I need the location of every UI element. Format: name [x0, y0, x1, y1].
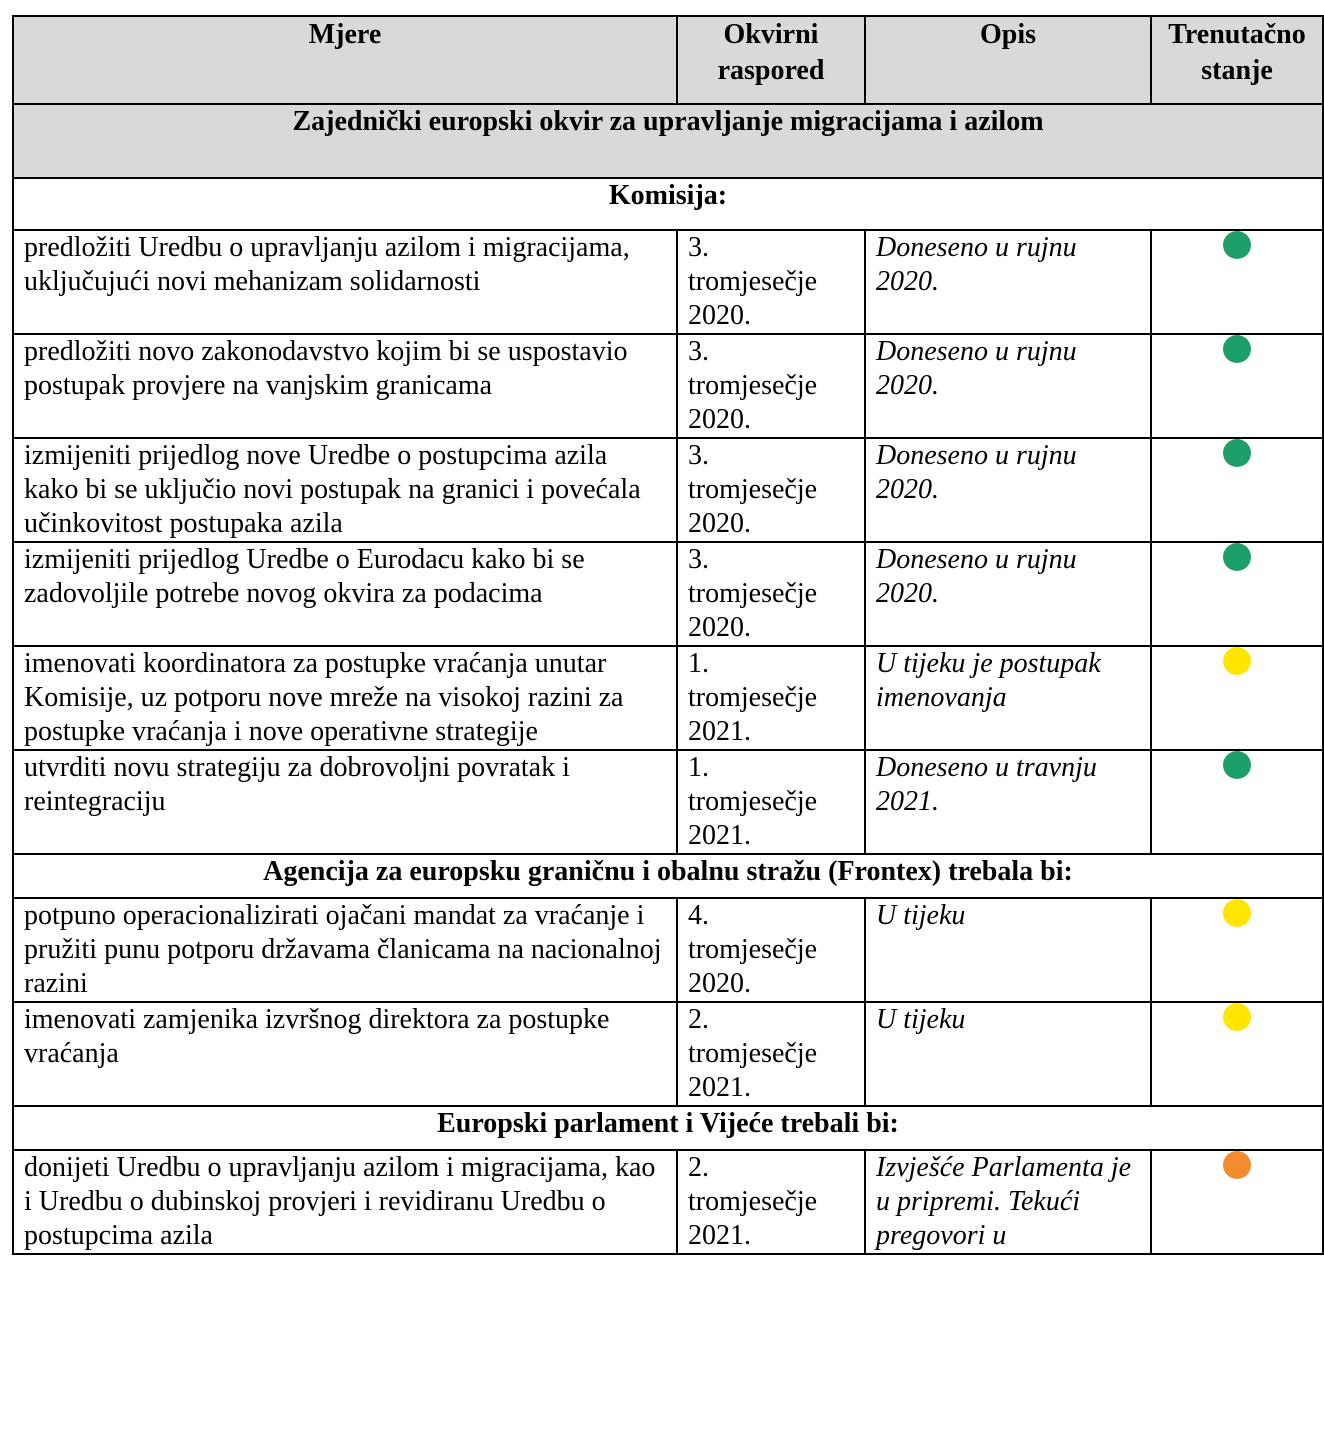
status-indicator-icon [1223, 647, 1251, 675]
table-row [13, 438, 1323, 542]
table-row [13, 898, 1323, 1002]
schedule-cell: 2. tromjesečje 2021. [677, 1002, 865, 1106]
status-indicator-icon [1223, 899, 1251, 927]
description-cell: Doneseno u rujnu 2020. [865, 230, 1151, 334]
status-indicator-icon [1223, 231, 1251, 259]
status-cell [1151, 646, 1323, 750]
status-cell [1151, 230, 1323, 334]
status-cell [1151, 334, 1323, 438]
measure-cell: imenovati koordinatora za postupke vraćanja unutar Komisije, uz potporu nove mreže na visokoj razini za postupke vraćanja i nove operativne strategije [13, 646, 677, 750]
description-cell: U tijeku [865, 1002, 1151, 1106]
measure-cell: izmijeniti prijedlog Uredbe o Eurodacu kako bi se zadovoljile potrebe novog okvira za podacima [13, 542, 677, 646]
description-cell: Doneseno u rujnu 2020. [865, 542, 1151, 646]
header-description: Opis [865, 16, 1151, 104]
document-page [12, 15, 1324, 1255]
description-cell: U tijeku je postupak imenovanja [865, 646, 1151, 750]
status-indicator-icon [1223, 1151, 1251, 1179]
table-row [13, 750, 1323, 854]
table-row [13, 542, 1323, 646]
description-cell: U tijeku [865, 898, 1151, 1002]
schedule-cell: 3. tromjesečje 2020. [677, 542, 865, 646]
group-header-row [13, 1106, 1323, 1150]
measure-cell: potpuno operacionalizirati ojačani mandat za vraćanje i pružiti punu potporu državama članicama na nacionalnoj razini [13, 898, 677, 1002]
description-cell: Doneseno u rujnu 2020. [865, 438, 1151, 542]
schedule-cell: 1. tromjesečje 2021. [677, 750, 865, 854]
group-title: Agencija za europsku graničnu i obalnu stražu (Frontex) trebala bi: [13, 854, 1323, 898]
header-schedule: Okvirni raspored [677, 16, 865, 104]
group-title: Komisija: [13, 178, 1323, 230]
status-cell [1151, 438, 1323, 542]
section-title: Zajednički europski okvir za upravljanje migracijama i azilom [13, 104, 1323, 178]
schedule-cell: 4. tromjesečje 2020. [677, 898, 865, 1002]
group-header-row [13, 854, 1323, 898]
description-cell: Izvješće Parlamenta je u pripremi. Tekući pregovori u [865, 1150, 1151, 1254]
schedule-cell: 3. tromjesečje 2020. [677, 334, 865, 438]
table-row [13, 230, 1323, 334]
table-row [13, 334, 1323, 438]
measure-cell: izmijeniti prijedlog nove Uredbe o postupcima azila kako bi se uključio novi postupak na granici i povećala učinkovitost postupaka azila [13, 438, 677, 542]
table-row [13, 1002, 1323, 1106]
schedule-cell: 2. tromjesečje 2021. [677, 1150, 865, 1254]
status-cell [1151, 750, 1323, 854]
header-status: Trenutačno stanje [1151, 16, 1323, 104]
status-cell [1151, 1150, 1323, 1254]
header-measures: Mjere [13, 16, 677, 104]
status-indicator-icon [1223, 751, 1251, 779]
schedule-cell: 3. tromjesečje 2020. [677, 230, 865, 334]
measures-table [12, 15, 1324, 1255]
measure-cell: imenovati zamjenika izvršnog direktora za postupke vraćanja [13, 1002, 677, 1106]
table-row [13, 646, 1323, 750]
status-cell [1151, 898, 1323, 1002]
measure-cell: utvrditi novu strategiju za dobrovoljni povratak i reintegraciju [13, 750, 677, 854]
status-indicator-icon [1223, 335, 1251, 363]
table-row [13, 1150, 1323, 1254]
group-title: Europski parlament i Vijeće trebali bi: [13, 1106, 1323, 1150]
table-header-row [13, 16, 1323, 104]
group-header-row [13, 178, 1323, 230]
section-row [13, 104, 1323, 178]
status-indicator-icon [1223, 439, 1251, 467]
status-indicator-icon [1223, 543, 1251, 571]
table-body [13, 104, 1323, 1254]
status-cell [1151, 1002, 1323, 1106]
measure-cell: donijeti Uredbu o upravljanju azilom i migracijama, kao i Uredbu o dubinskoj provjeri i revidiranu Uredbu o postupcima azila [13, 1150, 677, 1254]
schedule-cell: 3. tromjesečje 2020. [677, 438, 865, 542]
description-cell: Doneseno u travnju 2021. [865, 750, 1151, 854]
measure-cell: predložiti Uredbu o upravljanju azilom i migracijama, uključujući novi mehanizam solidarnosti [13, 230, 677, 334]
measure-cell: predložiti novo zakonodavstvo kojim bi se uspostavio postupak provjere na vanjskim granicama [13, 334, 677, 438]
status-indicator-icon [1223, 1003, 1251, 1031]
schedule-cell: 1. tromjesečje 2021. [677, 646, 865, 750]
status-cell [1151, 542, 1323, 646]
description-cell: Doneseno u rujnu 2020. [865, 334, 1151, 438]
